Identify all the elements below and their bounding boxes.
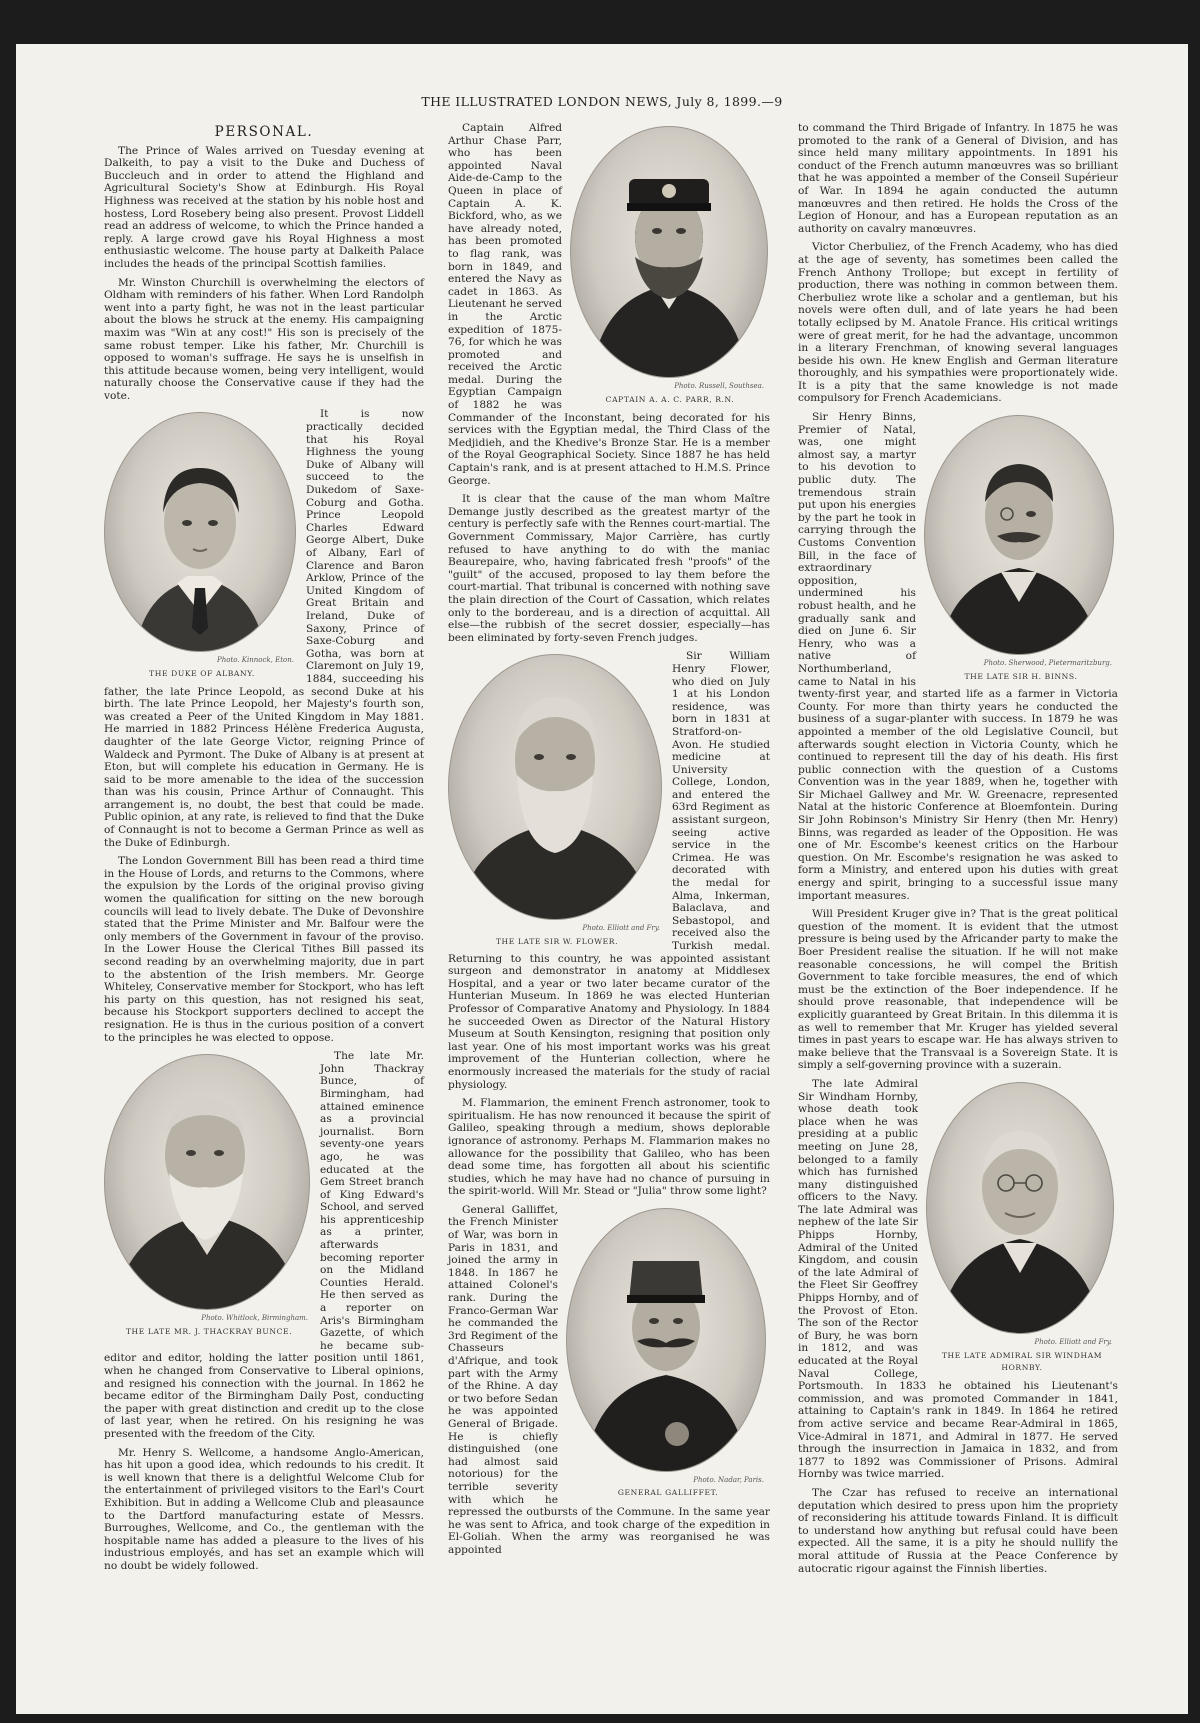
portrait-caption: THE LATE MR. J. THACKRAY BUNCE. — [125, 1326, 293, 1336]
photo-credit: Photo. Nadar, Paris. — [693, 1475, 764, 1484]
portrait-caption: GENERAL GALLIFFET. — [617, 1488, 719, 1498]
column-2 — [448, 122, 770, 1563]
portrait-duke-of-albany — [104, 412, 300, 680]
photo-credit: Photo. Elliott and Fry. — [1034, 1337, 1112, 1346]
portrait-admiral-hornby — [926, 1082, 1118, 1375]
photo-credit: Photo. Kinnock, Eton. — [217, 656, 294, 665]
photo-oval — [104, 412, 296, 652]
paragraph-churchill: Mr. Winston Churchill is overwhelming the electors of Oldham with reminders of his father. When Lord Randolph went into a party fight, he was not in the least particular about the blows he struck at the enemy. His campaigning maxim was "Win at any cost!" His son is precisely of the same robust temper. Like his father, Mr. Churchill is opposed to woman's suffrage. He says he is unselfish in this attitude because women, being very intelligent, would naturally choose the Conservative cause if they had the vote. — [104, 276, 424, 402]
paragraph-czar-finland: The Czar has refused to receive an international deputation which desired to press upon him the propriety of reconsidering his attitude towards Finland. It is difficult to understand how anything but refusal could have been expected. All the same, it is a pity he should nullify the moral attitude of Russia at the Peace Conference by autocratic rigour against the Finnish liberties. — [798, 1486, 1118, 1575]
portrait-captain-parr — [570, 126, 770, 406]
portrait-caption: THE LATE SIR W. FLOWER. — [495, 936, 619, 946]
galliffet-portrait-illustration — [567, 1209, 765, 1471]
paragraph-thackray-bunce: The late Mr. John Thackray Bunce, of Birmingham, had attained eminence as a provincial journalist. Born seventy-one years ago, he was educated at the Gem Street branch of King Edward's School, and served his apprenticeship as a printer, afterwards becoming reporter on the Midland Counties Herald. He then served as a reporter on Aris's Birmingham Gazette, of which he became sub-editor and editor, holding the latter position until 1861, when he changed from Conservative to Liberal opinions, and resigned his connection with the journal. In 1862 he became editor of the Birmingham Daily Post, conducting the paper with great distinction and credit up to the close of last year, when he retired. On his resigning he was presented with the freedom of the City. — [104, 1050, 424, 1440]
portrait-caption: THE DUKE OF ALBANY. — [149, 669, 255, 679]
boy-portrait-illustration — [105, 413, 295, 651]
bunce-portrait-illustration — [105, 1055, 309, 1309]
column-3 — [798, 122, 1118, 1581]
paragraph-cherbuliez: Victor Cherbuliez, of the French Academy, who has died at the age of seventy, has sometimes been called the French Anthony Trollope; but except in fertility of production, there was nothing in common between them. Cherbuliez wrote like a scholar and a gentleman, but his novels were often dull, and of late years he had been totally eclipsed by M. Anatole France. His critical writings were of great merit, for he had the advantage, uncommon in a literary Frenchman, of knowing several languages beside his own. He knew English and German literature thoroughly, and his sympathies were proportionately wide. It is a pity that the same knowledge is not made compulsory for French Academicians. — [798, 241, 1118, 405]
portrait-sir-william-flower — [448, 654, 666, 948]
portrait-caption: THE LATE ADMIRAL SIR WINDHAM HORNBY. — [941, 1350, 1103, 1373]
hornby-portrait-illustration — [927, 1083, 1113, 1333]
photo-oval — [570, 126, 768, 378]
paragraph-sir-william-flower: Sir William Henry Flower, who died on July 1 at his London residence, was born in 1831 at Stratford-on-Avon. He studied medicine at University College, London, and entered the 63rd Regiment as assistant surgeon, seeing active service in the Crimea. He was decorated with the medal for Alma, Inkerman, Balaclava, and Sebastopol, and received also the Turkish medal. Returning to this country, he was appointed assistant surgeon and demonstrator in anatomy at Middlesex Hospital, and a year or two later became curator of the Hunterian Museum. In 1869 he was elected Hunterian Professor of Comparative Anatomy and Physiology. In 1884 he succeeded Owen as Director of the Natural History Museum at South Kensington, resigning that position only last year. One of his most important works was his great improvement of the Hunterian collection, where he enormously increased the materials for the study of racial physiology. — [448, 650, 770, 1091]
portrait-caption: THE LATE SIR H. BINNS. — [964, 671, 1078, 681]
photo-oval — [448, 654, 662, 920]
paragraph-general-galliffet: General Galliffet, the French Minister of War, was born in Paris in 1831, and joined the army in 1848. In 1867 he attained Colonel's rank. During the Franco-German War he commanded the 3rd Regiment of the Chasseurs d'Afrique, and took part with the Army of the Rhine. A day or two before Sedan he was appointed General of Brigade. He is chiefly distinguished (one had almost said notorious) for the terrible severity with which he repressed the outbursts of the Commune. In the same year he was sent to Africa, and took charge of the expedition in El-Goliah. When the army was reorganised he was appointed — [448, 1203, 770, 1556]
portrait-sir-henry-binns — [924, 415, 1118, 683]
portrait-thackray-bunce — [104, 1054, 314, 1338]
portrait-general-galliffet — [566, 1208, 770, 1500]
photo-oval — [104, 1054, 310, 1310]
photo-credit: Photo. Elliott and Fry. — [582, 924, 660, 933]
paragraph-captain-parr: Captain Alfred Arthur Chase Parr, who has been appointed Naval Aide-de-Camp to the Queen in place of Captain A. K. Bickford, who, as we have already noted, has been promoted to flag rank, was born in 1849, and entered the Navy as cadet in 1863. As Lieutenant he served in the Arctic expedition of 1875-76, for which he was promoted and received the Arctic medal. During the Egyptian Campaign of 1882 he was Commander of the Inconstant, being decorated for his services with the Egyptian medal, the Third Class of the Medjidieh, and the Khedive's Bronze Star. He is a member of the Royal Geographical Society. Since 1887 he has held Captain's rank, and is at present attached to H.M.S. Prince George. — [448, 122, 770, 487]
photo-oval — [926, 1082, 1114, 1334]
paragraph-president-kruger: Will President Kruger give in? That is the great political question of the moment. It is evident that the utmost pressure is being used by the Africander party to make the Boer President realise the situation. If he will not make reasonable concessions, he will compel the British Government to take forcible measures, the end of which must be the extinction of the Boer independence. If he should prove reasonable, that independence will be explicitly guaranteed by Great Britain. In this dilemma it is as well to remember that Mr. Kruger has yielded several times in past years to escape war. He has always striven to make believe that the Transvaal is a Sovereign State. It is simply a self-governing province with a suzerain. — [798, 908, 1118, 1072]
paragraph-london-government-bill: The London Government Bill has been read a third time in the House of Lords, and returns to the Commons, where the expulsion by the Lords of the original proviso giving women the qualification for sitting on the new borough councils will lead to lively debate. The Duke of Devonshire stated that the Prime Minister and Mr. Balfour were the only members of the Government in favour of the proviso. In the Lower House the Clerical Tithes Bill passed its second reading by an overwhelming majority, due in part to the abstention of the Irish members. Mr. George Whiteley, Conservative member for Stockport, who has left his party on this question, has not resigned his seat, because his Stockport supporters declined to accept the resignation. He is thus in the curious position of a convert to the principles he was elected to oppose. — [104, 855, 424, 1044]
portrait-caption: CAPTAIN A. A. C. PARR, R.N. — [605, 394, 735, 404]
binns-portrait-illustration — [925, 416, 1113, 654]
section-title: PERSONAL. — [214, 124, 314, 140]
photo-credit: Photo. Sherwood, Pietermaritzburg. — [983, 659, 1112, 668]
page-header: THE ILLUSTRATED LONDON NEWS, July 8, 1899.—9 — [421, 94, 783, 109]
paragraph-rennes-court-martial: It is clear that the cause of the man whom Maître Demange justly described as the greatest martyr of the century is perfectly safe with the Rennes court-martial. The Government Commissary, Major Carrière, has curtly refused to have anything to do with the maniac Beaurepaire, who, having fabricated fresh "proofs" of the "guilt" of the accused, proposed to lay them before the court-martial. That tribunal is concerned with nothing save the plain direction of the Court of Cassation, which relates only to the bordereau, and is a direction of acquittal. All else—the rubbish of the secret dossier, especially—has been eliminated by forty-seven French judges. — [448, 493, 770, 644]
paragraph-duke-of-albany: It is now practically decided that his Royal Highness the young Duke of Albany will succeed to the Dukedom of Saxe-Coburg and Gotha. Prince Leopold Charles Edward George Albert, Duke of Albany, Earl of Clarence and Baron Arklow, Prince of the United Kingdom of Great Britain and Ireland, Duke of Saxony, Prince of Saxe-Coburg and Gotha, was born at Claremont on July 19, 1884, succeeding his father, the late Prince Leopold, as second Duke at his birth. The late Prince Leopold, her Majesty's fourth son, was created a Peer of the United Kingdom in May 1881. He married in 1882 Princess Hélène Frederica Augusta, daughter of the late George Victor, reigning Prince of Waldeck and Pyrmont. The Duke of Albany is at present at Eton, but will complete his education in Germany. He is said to be more amenable to the idea of the succession than was his cousin, Prince Arthur of Connaught. This arrangement is, no doubt, the best that could be made. Public opinion, at any rate, is relieved to find that the Duke of Connaught is not to become a German Prince as well as the Duke of Edinburgh. — [104, 408, 424, 849]
photo-credit: Photo. Whitlock, Birmingham. — [201, 1314, 308, 1323]
paragraph-sir-henry-binns: Sir Henry Binns, Premier of Natal, was, one might almost say, a martyr to his devotion to public duty. The tremendous strain put upon his energies by the part he took in carrying through the Customs Convention Bill, in the face of extraordinary opposition, undermined his robust health, and he gradually sank and died on June 6. Sir Henry, who was a native of Northumberland, came to Natal in his twenty-first year, and started life as a farmer in Victoria County. For more than thirty years he conducted the business of a sugar-planter with success. In 1879 he was appointed a member of the old Legislative Council, but afterwards sought election in Victoria County, which he continued to represent till the day of his death. His first public connection with the question of a Customs Convention was in the year 1889, when he, together with Sir Michael Gallwey and Mr. W. Greenacre, represented Natal at the historic Conference at Bloemfontein. During Sir John Robinson's Ministry Sir Henry (then Mr. Henry) Binns, was regarded as leader of the Opposition. He was one of Mr. Escombe's keenest critics on the Harbour question. On Mr. Escombe's resignation he was asked to form a Ministry, and entered upon his duties with great energy and spirit, bringing to a successful issue many important measures. — [798, 411, 1118, 902]
parr-portrait-illustration — [571, 127, 767, 377]
paragraph-galliffet-continued: to command the Third Brigade of Infantry. In 1875 he was promoted to the rank of a General of Division, and has since held many military appointments. In 1891 his conduct of the French autumn manœuvres was so brilliant that he was appointed a member of the Conseil Supérieur of War. In 1894 he again conducted the autumn manœuvres and then retired. He holds the Cross of the Legion of Honour, and has a European reputation as an authority on cavalry manœuvres. — [798, 122, 1118, 235]
paragraph-flammarion: M. Flammarion, the eminent French astronomer, took to spiritualism. He has now renounced it because the spirit of Galileo, speaking through a medium, shows deplorable ignorance of astronomy. Perhaps M. Flammarion makes no allowance for the possibility that Galileo, who has been dead some time, has forgotten all about his scientific studies, which he may have had no chance of pursuing in the spirit-world. Will Mr. Stead or "Julia" throw some light? — [448, 1097, 770, 1198]
paragraph-wellcome: Mr. Henry S. Wellcome, a handsome Anglo-American, has hit upon a good idea, which redounds to his credit. It is well known that there is a delightful Welcome Club for the entertainment of privileged visitors to the Earl's Court Exhibition. But in adding a Wellcome Club and pleasaunce to the Dartford manufacturing estate of Messrs. Burroughes, Wellcome, and Co., the gentleman with the hospitable name has added a pleasure to the lives of his industrious employés, and has set an example which will no doubt be widely followed. — [104, 1446, 424, 1572]
newspaper-page — [16, 44, 1188, 1714]
paragraph-admiral-hornby: The late Admiral Sir Windham Hornby, whose death took place when he was presiding at a public meeting on June 28, belonged to a family which has furnished many distinguished officers to the Navy. The late Admiral was nephew of the late Sir Phipps Hornby, Admiral of the United Kingdom, and cousin of the late Admiral of the Fleet Sir Geoffrey Phipps Hornby, and of the Provost of Eton. The son of the Rector of Bury, he was born in 1812, and was educated at the Royal Naval College, Portsmouth. In 1833 he obtained his Lieutenant's commission, and was promoted Commander in 1841, attaining to Captain's rank in 1849. In 1864 he retired from active service and became Rear-Admiral in 1865, Vice-Admiral in 1871, and Admiral in 1877. He served through the insurrection in Jamaica in 1832, and from 1877 to 1892 was Commissioner of Prisons. Admiral Hornby was twice married. — [798, 1077, 1118, 1481]
photo-oval — [924, 415, 1114, 655]
photo-oval — [566, 1208, 766, 1472]
photo-credit: Photo. Russell, Southsea. — [674, 382, 764, 390]
flower-portrait-illustration — [449, 655, 661, 919]
column-1 — [104, 122, 424, 1579]
paragraph-prince-of-wales: The Prince of Wales arrived on Tuesday evening at Dalkeith, to pay a visit to the Duke and Duchess of Buccleuch and in order to attend the Highland and Agricultural Society's Show at Edinburgh. His Royal Highness was received at the station by his noble host and hostess, Lord Rosebery being also present. Provost Liddell read an address of welcome, to which the Prince handed a reply. A large crowd gave his Royal Highness a most enthusiastic welcome. The house party at Dalkeith Palace includes the heads of the principal Scottish families. — [104, 144, 424, 270]
